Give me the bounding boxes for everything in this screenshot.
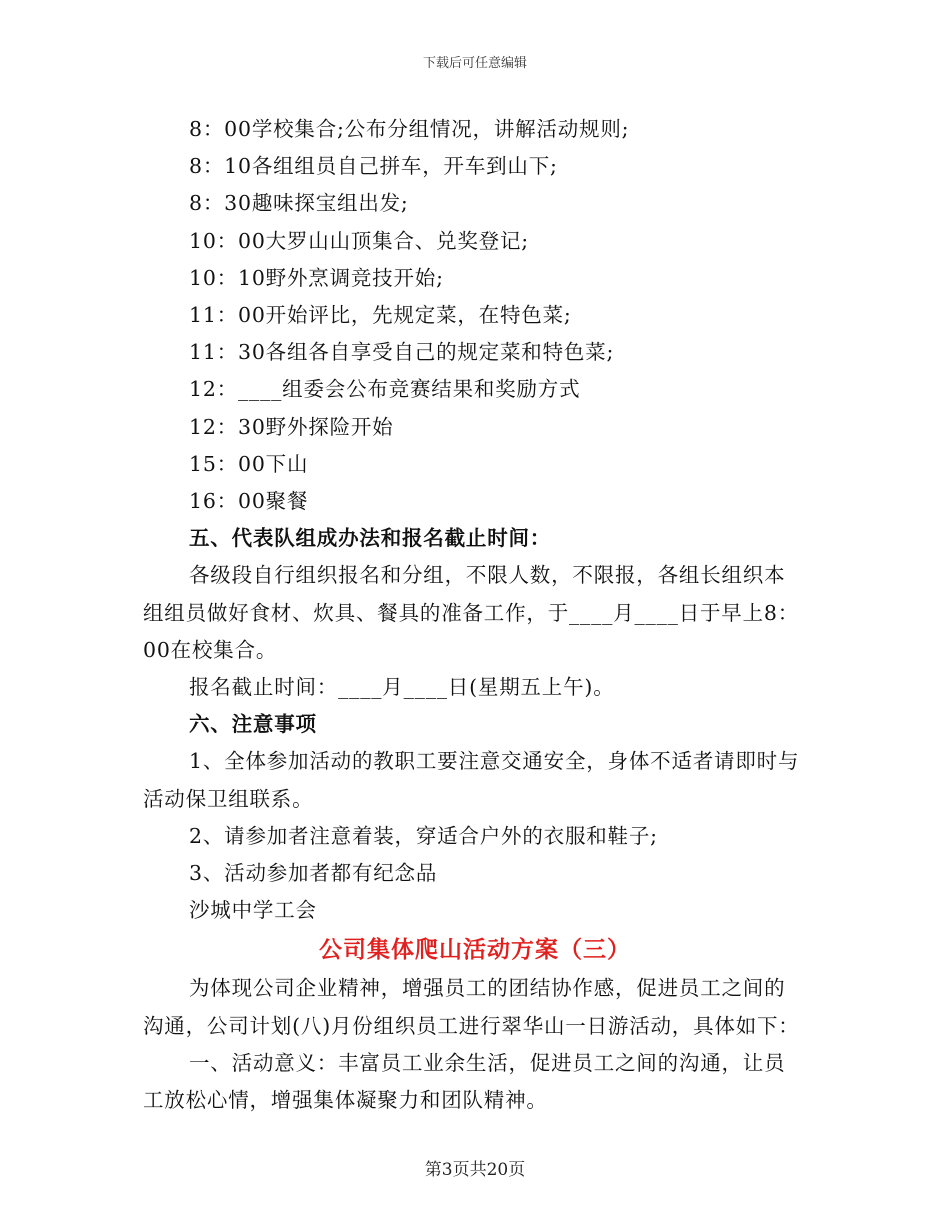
- schedule-item: 11：30各组各自享受自己的规定菜和特色菜;: [189, 340, 615, 365]
- paragraph-line: 工放松心情，增强集体凝聚力和团队精神。: [143, 1088, 548, 1113]
- page-header: 下载后可任意编辑: [422, 56, 527, 71]
- paragraph-line: 各级段自行组织报名和分组，不限人数，不限报，各组长组织本: [189, 563, 786, 588]
- schedule-item: 8：30趣味探宝组出发;: [189, 191, 409, 216]
- schedule-item: 11：00开始评比，先规定菜，在特色菜;: [189, 303, 572, 328]
- schedule-item: 12：____组委会公布竞赛结果和奖励方式: [189, 377, 581, 402]
- schedule-item: 12：30野外探险开始: [189, 414, 394, 439]
- paragraph-line: 为体现公司企业精神，增强员工的团结协作感，促进员工之间的: [189, 976, 786, 1001]
- notice-item: 1、全体参加活动的教职工要注意交通安全，身体不适者请即时与: [189, 749, 800, 774]
- signature: 沙城中学工会: [189, 898, 317, 923]
- schedule-item: 10：10野外烹调竞技开始;: [189, 265, 444, 290]
- notice-item: 3、活动参加者都有纪念品: [189, 861, 438, 886]
- paragraph-line: 沟通，公司计划(八)月份组织员工进行翠华山一日游活动，具体如下：: [143, 1013, 800, 1038]
- notice-item: 2、请参加者注意着装，穿适合户外的衣服和鞋子;: [189, 823, 658, 848]
- paragraph-line: 组组员做好食材、炊具、餐具的准备工作，于____月____日于早上8：: [143, 600, 800, 625]
- section-heading: 五、代表队组成办法和报名截止时间：: [189, 526, 552, 551]
- page-number: 第3页共20页: [424, 1160, 526, 1180]
- paragraph-line: 00在校集合。: [143, 637, 278, 662]
- paragraph-line: 一、活动意义：丰富员工业余生活，促进员工之间的沟通，让员: [189, 1050, 786, 1075]
- schedule-item: 16：00聚餐: [189, 489, 309, 514]
- schedule-item: 8：10各组组员自己拼车，开车到山下;: [189, 154, 558, 179]
- notice-item-continuation: 活动保卫组联系。: [143, 786, 314, 811]
- document-body: [143, 111, 807, 1119]
- schedule-item: 8：00学校集合;公布分组情况，讲解活动规则;: [189, 117, 630, 141]
- deadline-line: 报名截止时间：____月____日(星期五上午)。: [189, 675, 615, 700]
- section-heading: 六、注意事项: [189, 712, 317, 737]
- document-title: 公司集体爬山活动方案（三）: [319, 936, 631, 964]
- schedule-item: 15：00下山: [189, 451, 309, 476]
- schedule-item: 10：00大罗山山顶集合、兑奖登记;: [189, 228, 529, 253]
